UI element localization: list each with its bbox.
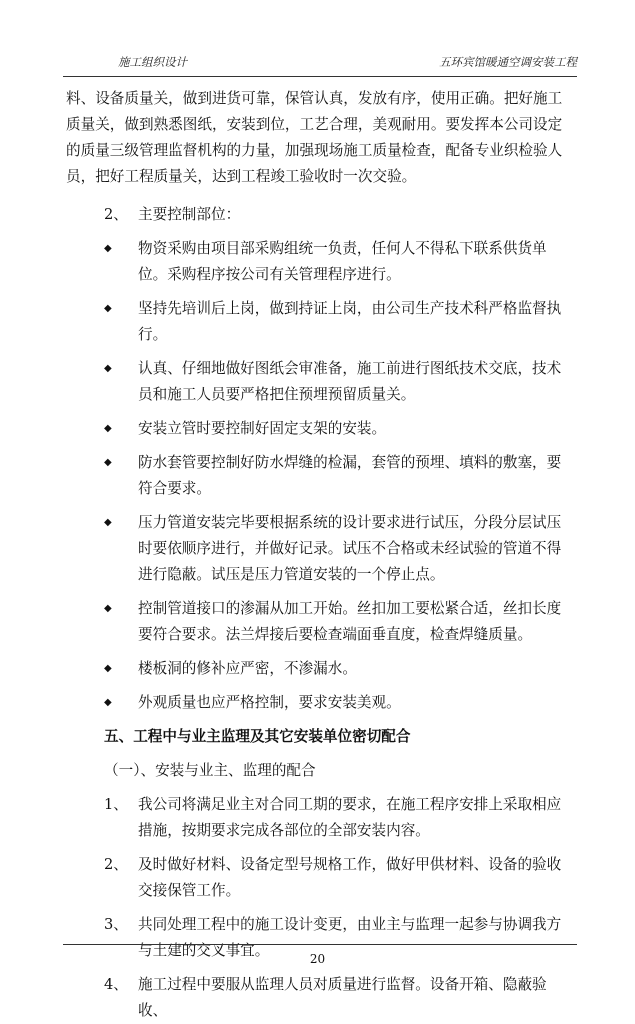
numbered-item bbox=[66, 972, 575, 1024]
header-left-title: 施工组织设计 bbox=[118, 55, 187, 69]
bullet-list bbox=[66, 236, 575, 724]
numbered-item bbox=[66, 792, 575, 844]
numbered-list bbox=[66, 792, 575, 1024]
bullet-item bbox=[66, 596, 575, 648]
bullet-item bbox=[66, 356, 575, 408]
intro-paragraph: 料、设备质量关，做到进货可靠，保管认真，发放有序，使用正确。把好施工质量关，做到熟悉图纸，安装到位，工艺合理，美观耐用。要发挥本公司设定的质量三级管理监督机构的力量，加强现场施工质量检查，配备专业织检验人员，把好工程质量关，达到工程竣工验收时一次交验。 bbox=[66, 90, 563, 185]
item-text: 我公司将满足业主对合同工期的要求，在施工程序安排上采取相应措施，按期要求完成各部位的全部安装内容。 bbox=[138, 796, 562, 839]
page-number: 20 bbox=[309, 952, 326, 966]
bullet-text: 控制管道接口的渗漏从加工开始。丝扣加工要松紧合适，丝扣长度要符合要求。法兰焊接后要检查端面垂直度，检查焊缝质量。 bbox=[138, 600, 562, 643]
numbered-item bbox=[66, 852, 575, 904]
bullet-item bbox=[66, 656, 575, 682]
item-text: 施工过程中要服从监理人员对质量进行监督。设备开箱、隐蔽验收、 bbox=[138, 976, 547, 1019]
bullet-item bbox=[66, 236, 575, 288]
footer-rule bbox=[63, 944, 577, 945]
diamond-bullet-icon: ◆ bbox=[104, 697, 112, 708]
item-text: 及时做好材料、设备定型号规格工作，做好甲供材料、设备的验收交接保管工作。 bbox=[138, 856, 562, 899]
section-5-heading: 五、工程中与业主监理及其它安装单位密切配合 bbox=[104, 728, 411, 745]
bullet-text: 压力管道安装完毕要根据系统的设计要求进行试压，分段分层试压时要依顺序进行，并做好记录。试压不合格或未经试验的管道不得进行隐蔽。试压是压力管道安装的一个停止点。 bbox=[138, 514, 562, 583]
bullet-item bbox=[66, 450, 575, 502]
diamond-bullet-icon: ◆ bbox=[104, 243, 112, 254]
bullet-text: 防水套管要控制好防水焊缝的检漏，套管的预埋、填料的敷塞，要符合要求。 bbox=[138, 454, 562, 497]
bullet-item bbox=[66, 296, 575, 348]
section-title: 主要控制部位： bbox=[138, 206, 241, 223]
bullet-text: 楼板洞的修补应严密，不渗漏水。 bbox=[138, 660, 357, 677]
item-number: 3、 bbox=[104, 916, 128, 933]
diamond-bullet-icon: ◆ bbox=[104, 457, 112, 468]
diamond-bullet-icon: ◆ bbox=[104, 303, 112, 314]
bullet-item bbox=[66, 416, 575, 442]
diamond-bullet-icon: ◆ bbox=[104, 517, 112, 528]
bullet-text: 物资采购由项目部采购组统一负责，任何人不得私下联系供货单位。采购程序按公司有关管理程序进行。 bbox=[138, 240, 547, 283]
item-text: 共同处理工程中的施工设计变更，由业主与监理一起参与协调我方与土建的交叉事宜。 bbox=[138, 916, 562, 959]
document-body bbox=[66, 86, 575, 1024]
section-2-heading bbox=[66, 202, 575, 228]
bullet-item bbox=[66, 690, 575, 716]
diamond-bullet-icon: ◆ bbox=[104, 603, 112, 614]
item-number: 1、 bbox=[104, 796, 128, 813]
bullet-text: 安装立管时要控制好固定支架的安装。 bbox=[138, 420, 387, 437]
header-rule bbox=[63, 76, 577, 77]
section-number: 2、 bbox=[104, 206, 128, 223]
subsection-heading: （一）、安装与业主、监理的配合 bbox=[104, 762, 316, 779]
diamond-bullet-icon: ◆ bbox=[104, 423, 112, 434]
bullet-text: 坚持先培训后上岗，做到持证上岗，由公司生产技术科严格监督执行。 bbox=[138, 300, 562, 343]
bullet-text: 认真、仔细地做好图纸会审准备，施工前进行图纸技术交底，技术员和施工人员要严格把住预埋预留质量关。 bbox=[138, 360, 562, 403]
item-number: 2、 bbox=[104, 856, 128, 873]
diamond-bullet-icon: ◆ bbox=[104, 363, 112, 374]
diamond-bullet-icon: ◆ bbox=[104, 663, 112, 674]
bullet-text: 外观质量也应严格控制，要求安装美观。 bbox=[138, 694, 401, 711]
bullet-item bbox=[66, 510, 575, 588]
header-right-title: 五环宾馆暖通空调安装工程 bbox=[439, 55, 577, 69]
item-number: 4、 bbox=[104, 976, 128, 993]
page-header bbox=[63, 52, 577, 74]
